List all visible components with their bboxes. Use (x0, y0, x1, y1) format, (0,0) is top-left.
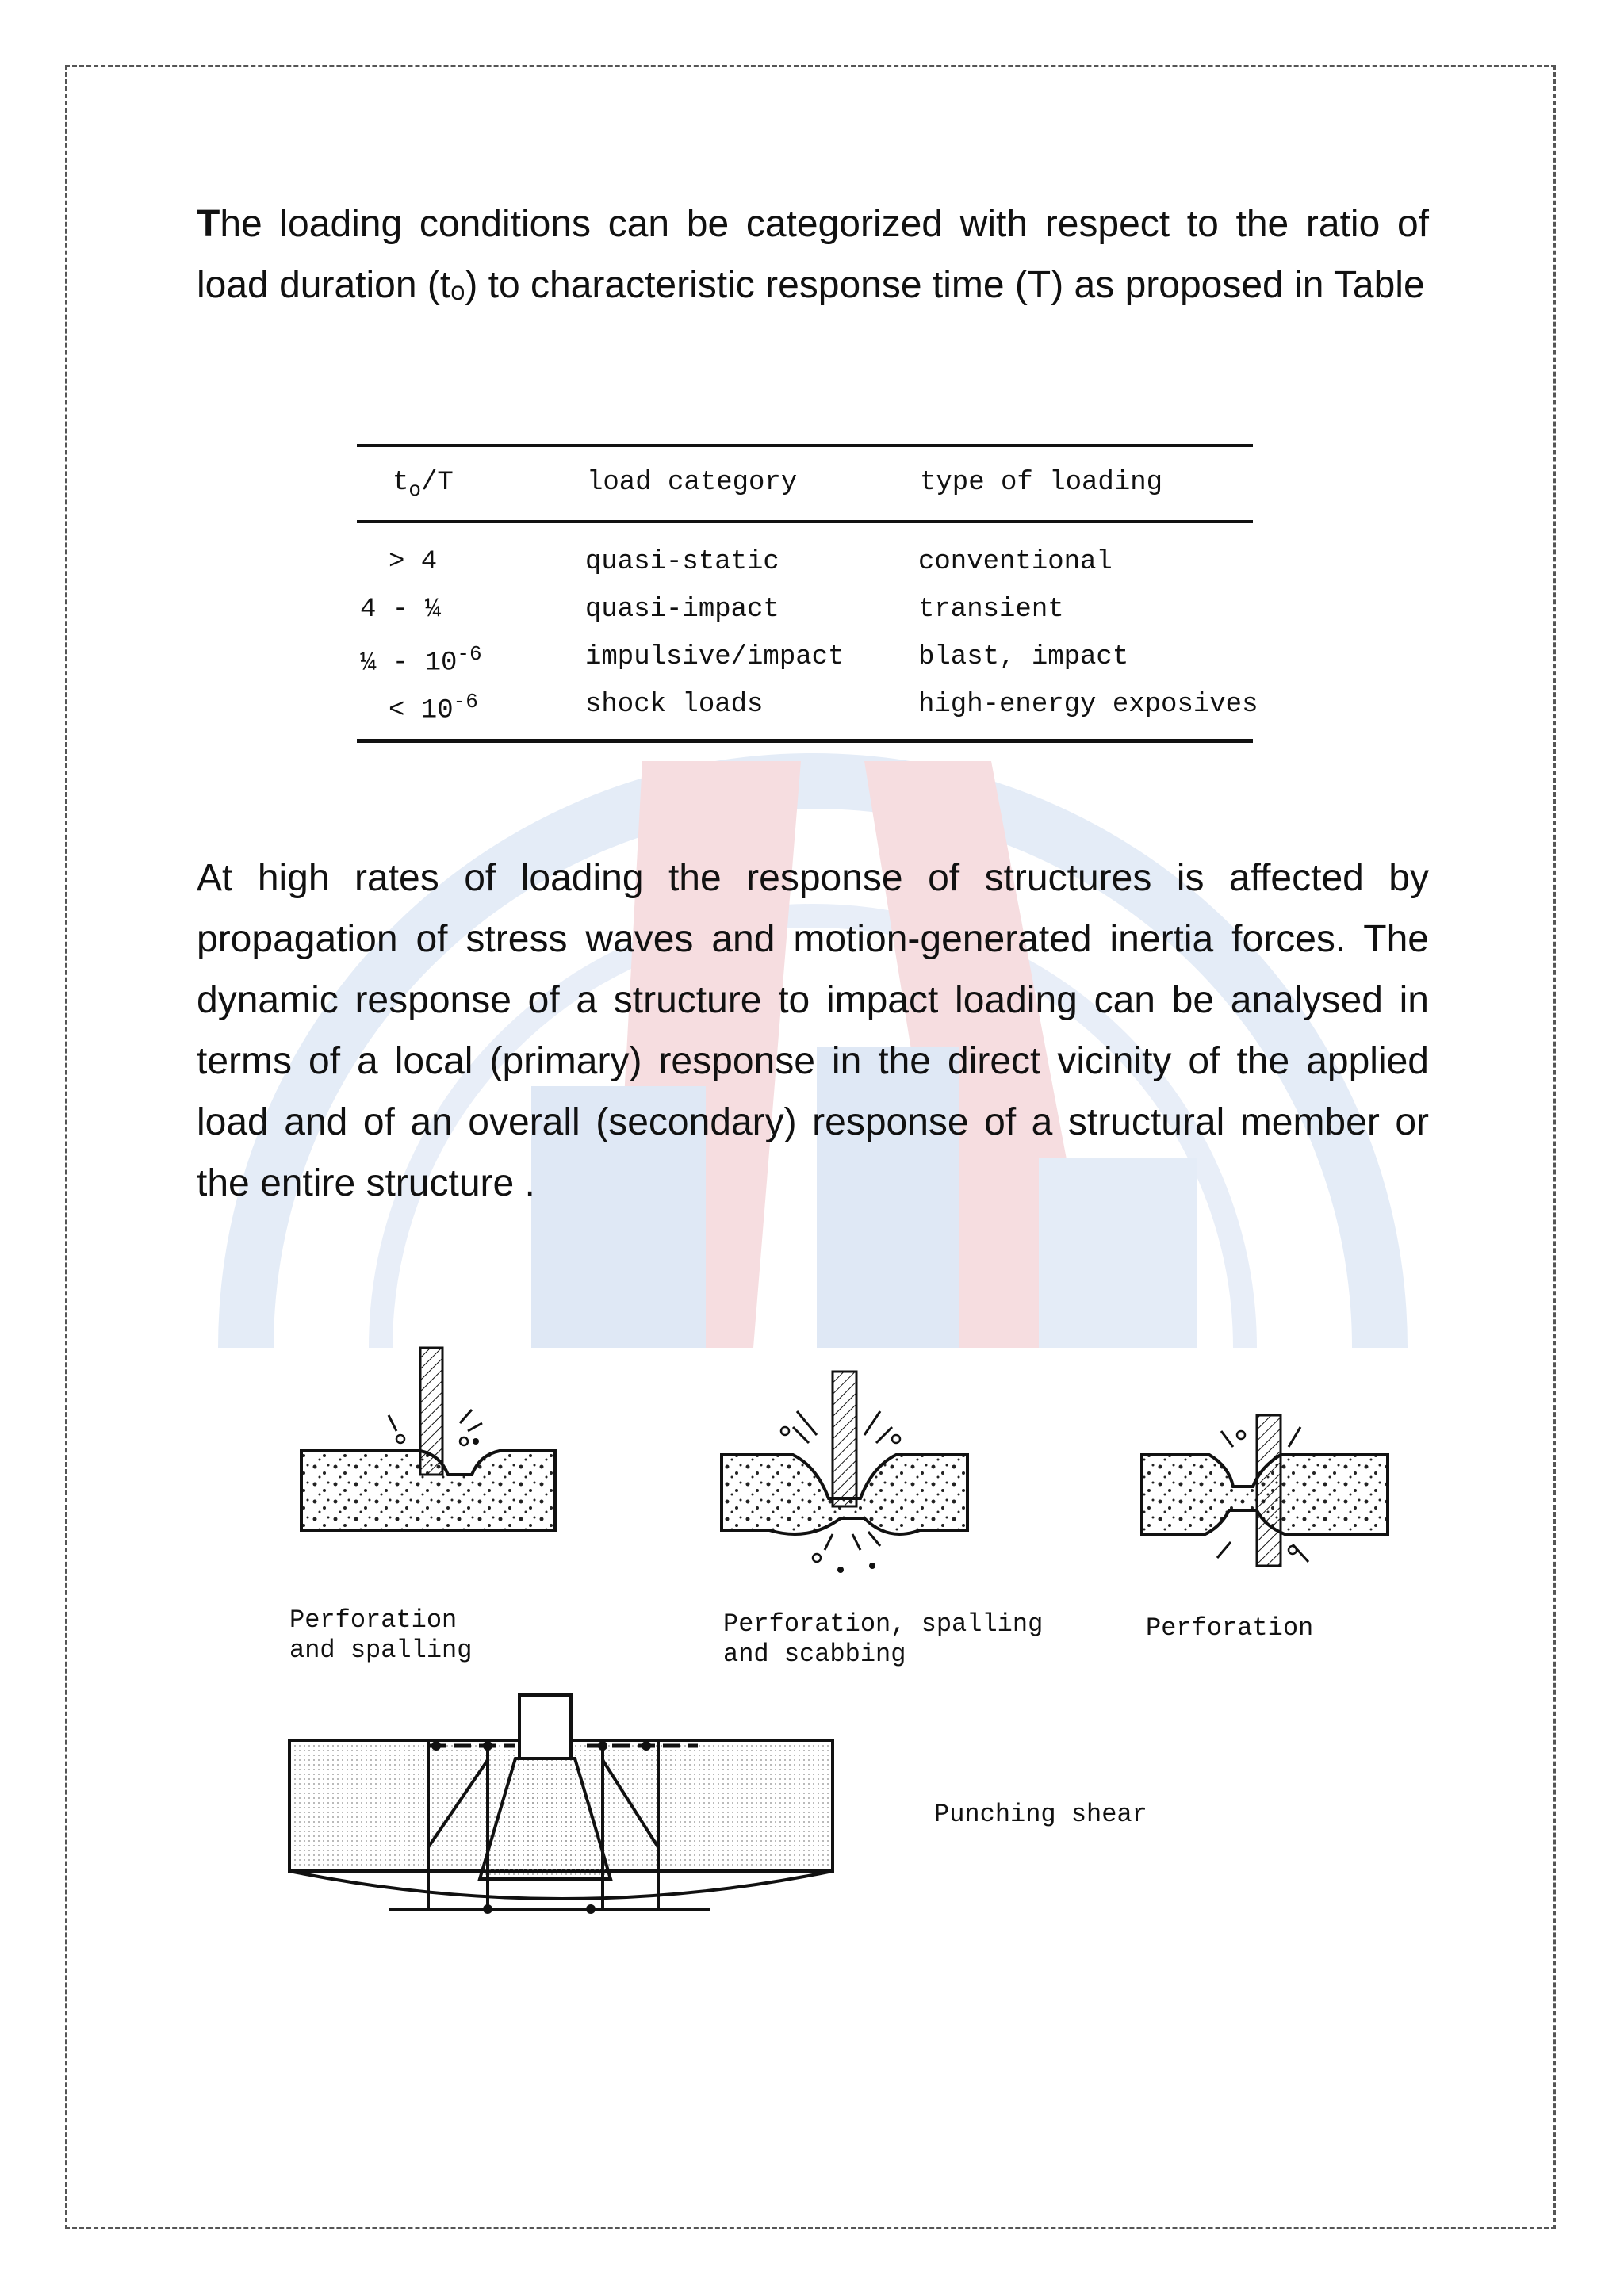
caption-perforation: Perforation (1146, 1613, 1314, 1643)
caption-perforation-spalling: Perforation and spalling (289, 1605, 473, 1665)
impact-diagrams (270, 1340, 1443, 2180)
row3-ratio: ¼ - $10^{-6}$ (360, 642, 482, 679)
table-bottom-rule (357, 739, 1253, 743)
row1-ratio: > 4 (389, 547, 438, 577)
table-top-rule (357, 444, 1253, 447)
response-paragraph: At high rates of loading the response of structures is affected by propagation of stress waves and motion-generated inertia forces. The dynamic response of a structure to impact loading can be analysed in terms of a local (primary) response in the direct vicinity of the applied load and of an overall (secondary) response of a structural member or the entire structure . (197, 857, 1429, 1204)
load-category-table (357, 444, 1258, 745)
row1-category: quasi-static (585, 547, 779, 577)
row2-ratio: 4 - ¼ (360, 595, 442, 625)
table-header-rule (357, 520, 1253, 523)
row2-type: transient (918, 595, 1064, 625)
header-type-of-loading: type of loading (920, 468, 1163, 498)
caption-punching-shear: Punching shear (934, 1800, 1147, 1829)
figure-perforation-spalling (301, 1348, 555, 1530)
row4-category: shock loads (585, 690, 764, 720)
row4-ratio: < $10^{-6}$ (389, 690, 478, 726)
header-ratio: $t_o/T$ (393, 468, 454, 502)
figure-punching-shear (289, 1695, 833, 1914)
intro-paragraph (197, 193, 1429, 316)
drop-letter: T (197, 203, 220, 245)
row1-type: conventional (918, 547, 1113, 577)
row4-type: high-energy exposives (918, 690, 1258, 720)
caption-perforation-scabbing: Perforation, spalling and scabbing (723, 1609, 1044, 1669)
header-load-category: load category (587, 468, 798, 498)
impact-figures (270, 1340, 1443, 2180)
figure-perforation (1142, 1415, 1388, 1566)
row3-type: blast, impact (918, 642, 1129, 672)
intro-text: he loading conditions can be categorized with respect to the ratio of load duration (tₒ) to characteristic response time (T) as proposed in Table (197, 203, 1429, 306)
figure-perforation-scabbing (722, 1372, 967, 1573)
row2-category: quasi-impact (585, 595, 779, 625)
row3-category: impulsive/impact (585, 642, 845, 672)
